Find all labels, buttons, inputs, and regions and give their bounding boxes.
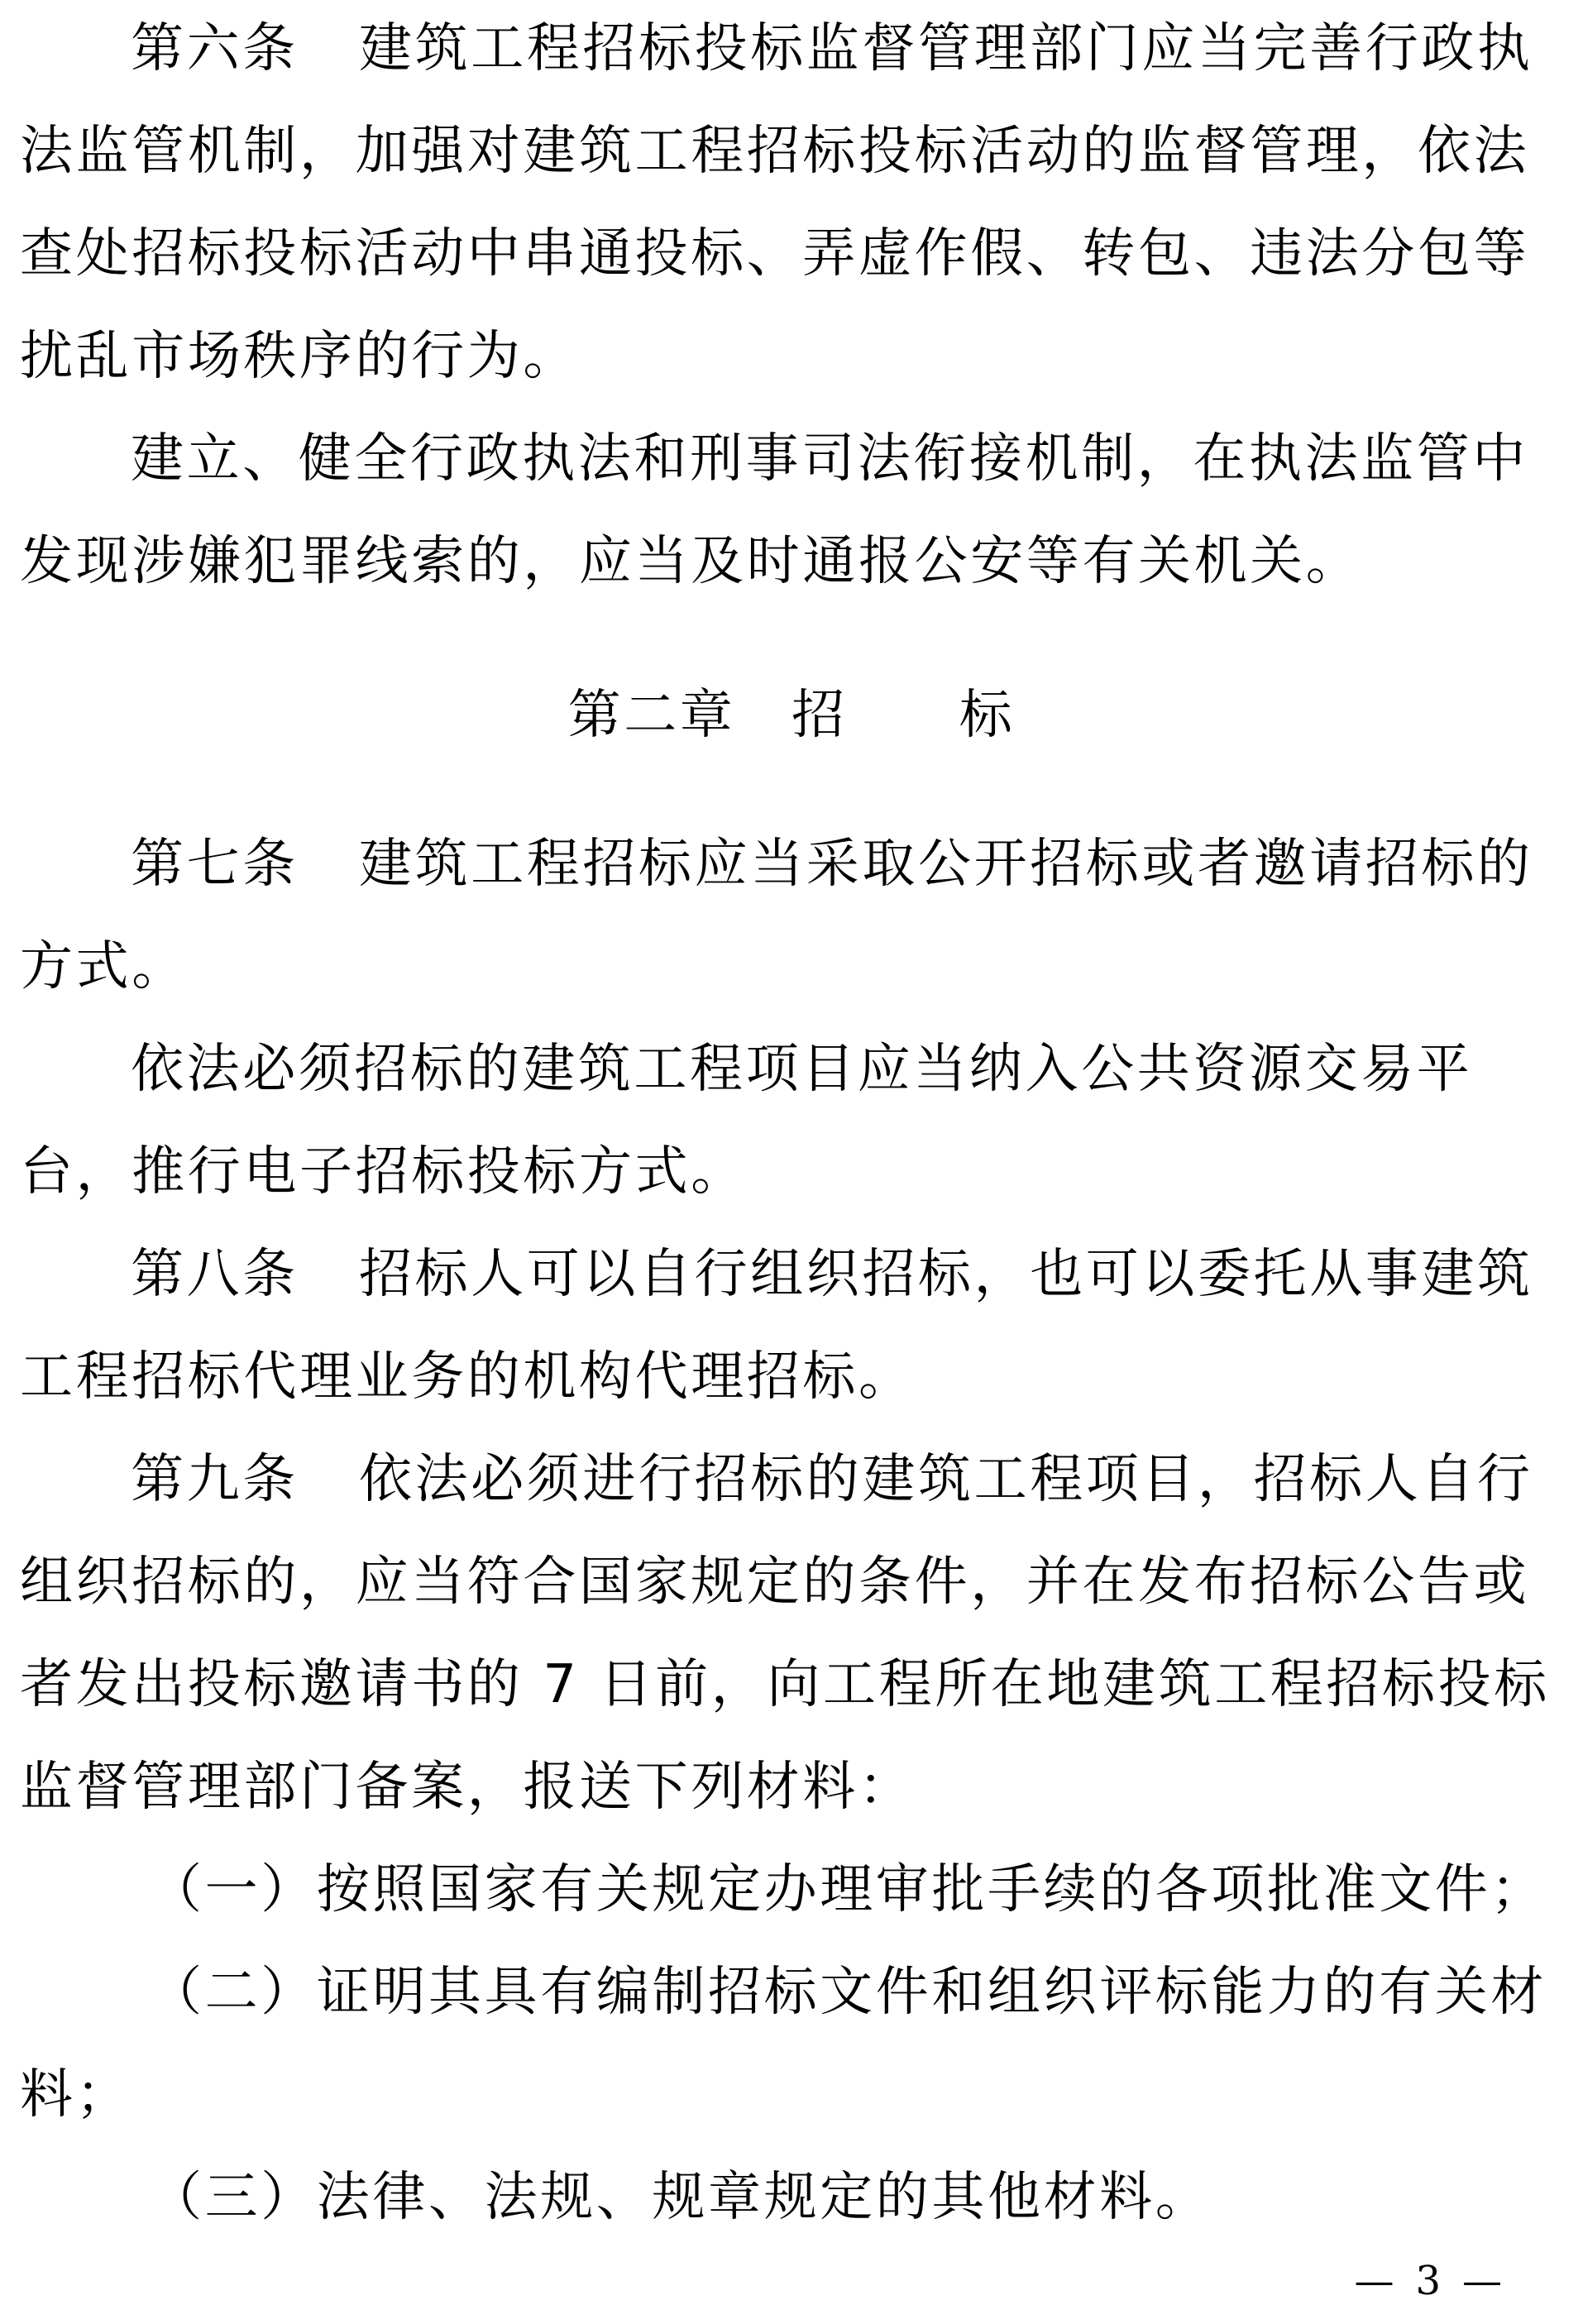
article-9-line-1 <box>131 1442 1533 1517</box>
article-9-line-3: 者发出投标邀请书的 7 日前，向工程所在地建筑工程招标投标 <box>20 1654 1550 1715</box>
list-item-2-line-2: 料； <box>20 2064 132 2126</box>
article-7-para-2-line-1: 依法必须招标的建筑工程项目应当纳入公共资源交易平 <box>131 1039 1473 1100</box>
page-number-value: 3 <box>1415 2258 1442 2304</box>
list-item-2-line-1: （二）证明其具有编制招标文件和组织评标能力的有关材 <box>149 1962 1547 2023</box>
article-6-label: 第六条 <box>131 18 299 79</box>
page-number-dash-left: — <box>1354 2258 1396 2304</box>
page-number-dash-right: — <box>1462 2258 1504 2304</box>
article-9-line-2: 组织招标的，应当符合国家规定的条件，并在发布招标公告或 <box>20 1552 1530 1613</box>
article-6-para-2-line-1: 建立、健全行政执法和刑事司法衔接机制，在执法监管中 <box>131 428 1528 490</box>
article-6-text: 建筑工程招标投标监督管理部门应当完善行政执 <box>359 18 1533 79</box>
article-6-line-2: 法监管机制，加强对建筑工程招标投标活动的监督管理，依法 <box>20 121 1530 182</box>
list-item-3: （三）法律、法规、规章规定的其他材料。 <box>149 2167 1212 2228</box>
article-6-line-3: 查处招标投标活动中串通投标、弄虚作假、转包、违法分包等 <box>20 223 1530 285</box>
article-7-line-2: 方式。 <box>20 936 188 997</box>
article-6-line-4: 扰乱市场秩序的行为。 <box>20 326 579 387</box>
list-item-1: （一）按照国家有关规定办理审批手续的各项批准文件； <box>149 1859 1547 1920</box>
article-9-text: 依法必须进行招标的建筑工程项目，招标人自行 <box>359 1449 1533 1510</box>
article-7-text: 建筑工程招标应当采取公开招标或者邀请招标的 <box>359 834 1533 895</box>
article-8-label: 第八条 <box>131 1244 299 1305</box>
page-number <box>1354 2256 1504 2306</box>
article-8-line-1 <box>131 1237 1533 1312</box>
chapter-heading: 第二章 招 标 <box>567 685 1016 746</box>
article-8-text: 招标人可以自行组织招标，也可以委托从事建筑 <box>359 1244 1533 1305</box>
article-7-para-2-line-2: 台，推行电子招标投标方式。 <box>20 1141 747 1203</box>
article-7-line-1 <box>131 827 1533 901</box>
article-9-label: 第九条 <box>131 1449 299 1510</box>
article-7-label: 第七条 <box>131 834 299 895</box>
article-8-line-2: 工程招标代理业务的机构代理招标。 <box>20 1346 915 1408</box>
article-6-line-1 <box>131 12 1533 86</box>
article-9-line-4: 监督管理部门备案，报送下列材料： <box>20 1757 915 1818</box>
article-6-para-2-line-2: 发现涉嫌犯罪线索的，应当及时通报公安等有关机关。 <box>20 531 1362 592</box>
